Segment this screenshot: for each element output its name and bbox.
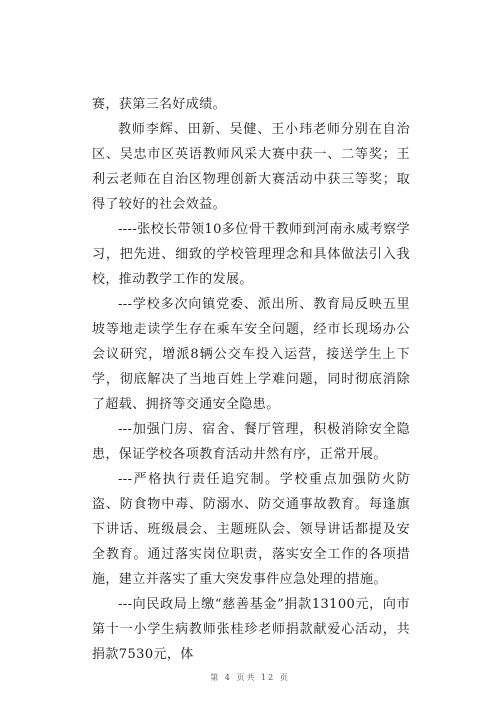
paragraph-continuation: 赛，获第三名好成绩。 bbox=[92, 97, 227, 112]
document-body bbox=[92, 92, 410, 667]
paragraph-management: ---加强门房、宿舍、餐厅管理，积极消除安全隐患，保证学校各项教育活动井然有序，正常开展。 bbox=[92, 422, 410, 462]
paragraph-donations: ---向民政局上缴“慈善基金”捐款13100元，向市第十一小学生病教师张桂珍老师捐款献爱心活动，共捐款7530元，体 bbox=[92, 597, 410, 662]
paragraph-bus-safety: ---学校多次向镇党委、派出所、教育局反映五里坡等地走读学生存在乘车安全问题，经市长现场办公会议研究，增派8辆公交车投入运营，接送学生上下学，彻底解决了当地百姓上学难问题，同时彻底消除了超载、拥挤等交通安全隐患。 bbox=[92, 297, 410, 412]
paragraph-responsibility: ---严格执行责任追究制。学校重点加强防火防盗、防食物中毒、防溺水、防交通事故教育。每逢旗下讲话、班级晨会、主题班队会、领导讲话都提及安全教育。通过落实岗位职责，落实安全工作的各项措施，建立并落实了重大突发事件应急处理的措施。 bbox=[92, 472, 410, 587]
page-number-footer: 第 4 页共 12 页 bbox=[210, 673, 290, 682]
paragraph-study-trip: ----张校长带领10多位骨干教师到河南永威考察学习，把先进、细致的学校管理理念和具体做法引入我校，推动教学工作的发展。 bbox=[92, 222, 410, 287]
paragraph-teacher-awards: 教师李辉、田新、吴健、王小玮老师分别在自治区、吴忠市区英语教师风采大赛中获一、二等奖；王利云老师在自治区物理创新大赛活动中获三等奖；取得了较好的社会效益。 bbox=[92, 122, 410, 212]
